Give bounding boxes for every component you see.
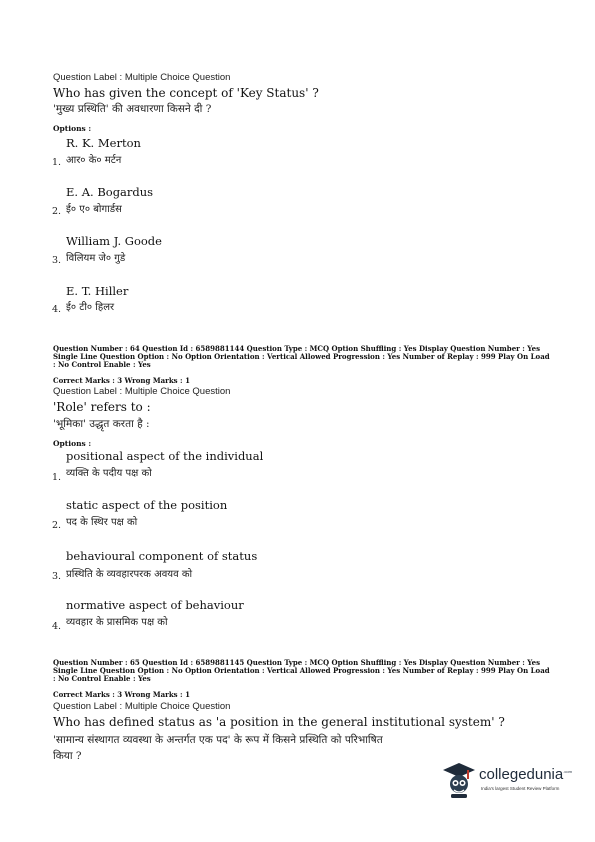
option-en: normative aspect of behaviour [66, 598, 244, 612]
option-en: behavioural component of status [66, 549, 258, 563]
question-text-en: Who has given the concept of 'Key Status' ? [53, 86, 319, 100]
option-number: 3. [52, 571, 62, 582]
option-en: E. A. Bogardus [66, 185, 154, 199]
collegedunia-logo [441, 760, 572, 804]
option-en: R. K. Merton [66, 136, 141, 150]
option-hi: आर० के० मर्टन [66, 155, 122, 166]
option-hi: ई० टी० हिलर [66, 302, 115, 313]
option-number: 3. [52, 255, 62, 266]
graduate-mascot-icon [441, 760, 477, 800]
question-meta: Question Number : 64 Question Id : 6589881144 Question Type : MCQ Option Shuffling : Yes Display Question Number : Yes Single Line Question Option : No Option Orientation : Vertical Allowed Progression : Yes Number of Replay : 999 Play On Load : No Control Enable : Yes [53, 344, 550, 369]
option-hi: व्यवहार के प्रासमिक पक्ष को [66, 617, 168, 628]
options-label: Options : [53, 439, 92, 448]
logo-tagline: India's largest Student Review Platform [481, 786, 560, 791]
question-text-hi: 'मुख्य प्रस्थिति' की अवधारणा किसने दी ? [53, 103, 212, 115]
question-marks: Correct Marks : 3 Wrong Marks : 1 [53, 690, 190, 699]
option-number: 4. [52, 621, 62, 632]
option-hi: व्यक्ति के पदीय पक्ष को [66, 468, 152, 479]
options-label: Options : [53, 124, 92, 133]
question-text-en: Who has defined status as 'a position in the general institutional system' ? [53, 715, 505, 729]
question-label: Question Label : Multiple Choice Question [53, 72, 231, 83]
question-text-hi-continued: किया ? [53, 750, 82, 762]
question-label: Question Label : Multiple Choice Question [53, 386, 231, 397]
option-en: E. T. Hiller [66, 284, 129, 298]
option-en: positional aspect of the individual [66, 449, 264, 463]
question-text-en: 'Role' refers to : [53, 400, 151, 414]
option-number: 2. [52, 206, 62, 217]
option-number: 1. [52, 157, 62, 168]
option-number: 1. [52, 472, 62, 483]
option-en: static aspect of the position [66, 498, 228, 512]
option-hi: प्रस्थिति के व्यवहारपरक अवयव को [66, 569, 193, 580]
option-en: William J. Goode [66, 234, 162, 248]
question-label: Question Label : Multiple Choice Question [53, 701, 231, 712]
option-hi: पद के स्थिर पक्ष को [66, 517, 138, 528]
question-marks: Correct Marks : 3 Wrong Marks : 1 [53, 376, 190, 385]
option-number: 2. [52, 520, 62, 531]
question-text-hi: 'सामान्य संस्थागत व्यवस्था के अन्तर्गत एक पद' के रूप में किसने प्रस्थिति को परिभाषित [53, 734, 383, 746]
option-hi: विलियम जे० गुडे [66, 253, 126, 264]
logo-wordmark: collegedunia$^{.com}$ [479, 766, 572, 783]
option-number: 4. [52, 304, 62, 315]
question-meta: Question Number : 65 Question Id : 6589881145 Question Type : MCQ Option Shuffling : Yes Display Question Number : Yes Single Line Question Option : No Option Orientation : Vertical Allowed Progression : Yes Number of Replay : 999 Play On Load : No Control Enable : Yes [53, 658, 550, 683]
option-hi: ई० ए० बोगार्डस [66, 204, 122, 215]
question-text-hi: 'भूमिका' उद्धृत करता है : [53, 418, 150, 430]
